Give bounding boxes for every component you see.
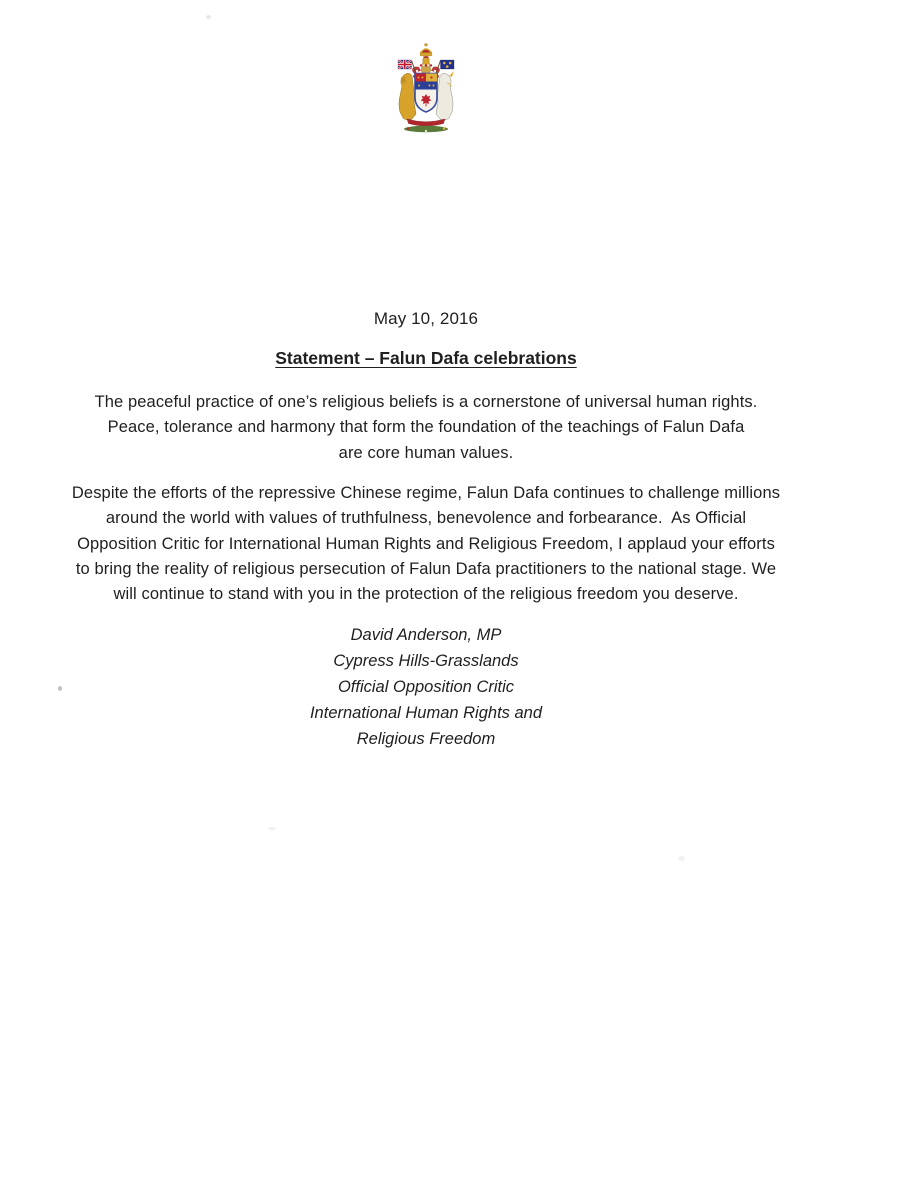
signature-portfolio-2: Religious Freedom [356, 730, 496, 748]
scan-artifact [268, 827, 276, 830]
scan-artifact [58, 686, 62, 691]
union-jack-flag [398, 60, 412, 69]
paragraph-line: Peace, tolerance and harmony that form the foundation of the teachings of Falun Dafa [107, 418, 745, 437]
letter-date: May 10, 2016 [373, 309, 479, 328]
signature-role: Official Opposition Critic [337, 678, 515, 696]
paragraph-line: will continue to stand with you in the protection of the religious freedom you deserve. [113, 585, 739, 604]
paragraph-line: Despite the efforts of the repressive Chinese regime, Falun Dafa continues to challenge millions [71, 484, 781, 502]
paragraph-line: Opposition Critic for International Human Rights and Religious Freedom, I applaud your efforts [77, 534, 775, 553]
paragraph-1 [60, 390, 792, 466]
fleur-de-lis-flag [441, 60, 455, 69]
scan-artifact [206, 15, 211, 19]
letter-title [60, 348, 792, 369]
signature-name: David Anderson, MP [350, 626, 502, 644]
letter-title-text: Statement – Falun Dafa celebrations [275, 348, 577, 368]
signature-riding: Cypress Hills-Grasslands [333, 652, 519, 670]
signature-block [60, 622, 792, 752]
paragraph-line: to bring the reality of religious persecution of Falun Dafa practitioners to the national stage. We [75, 559, 777, 578]
paragraph-line: around the world with values of truthfulness, benevolence and forbearance. As Official [105, 509, 747, 528]
canada-coat-of-arms-icon [394, 43, 458, 133]
paragraph-line: The peaceful practice of one’s religious beliefs is a cornerstone of universal human rights. [94, 393, 758, 411]
scan-artifact [678, 856, 685, 861]
paragraph-2 [60, 481, 792, 607]
paragraph-line: are core human values. [338, 443, 514, 462]
signature-portfolio-1: International Human Rights and [309, 704, 543, 722]
